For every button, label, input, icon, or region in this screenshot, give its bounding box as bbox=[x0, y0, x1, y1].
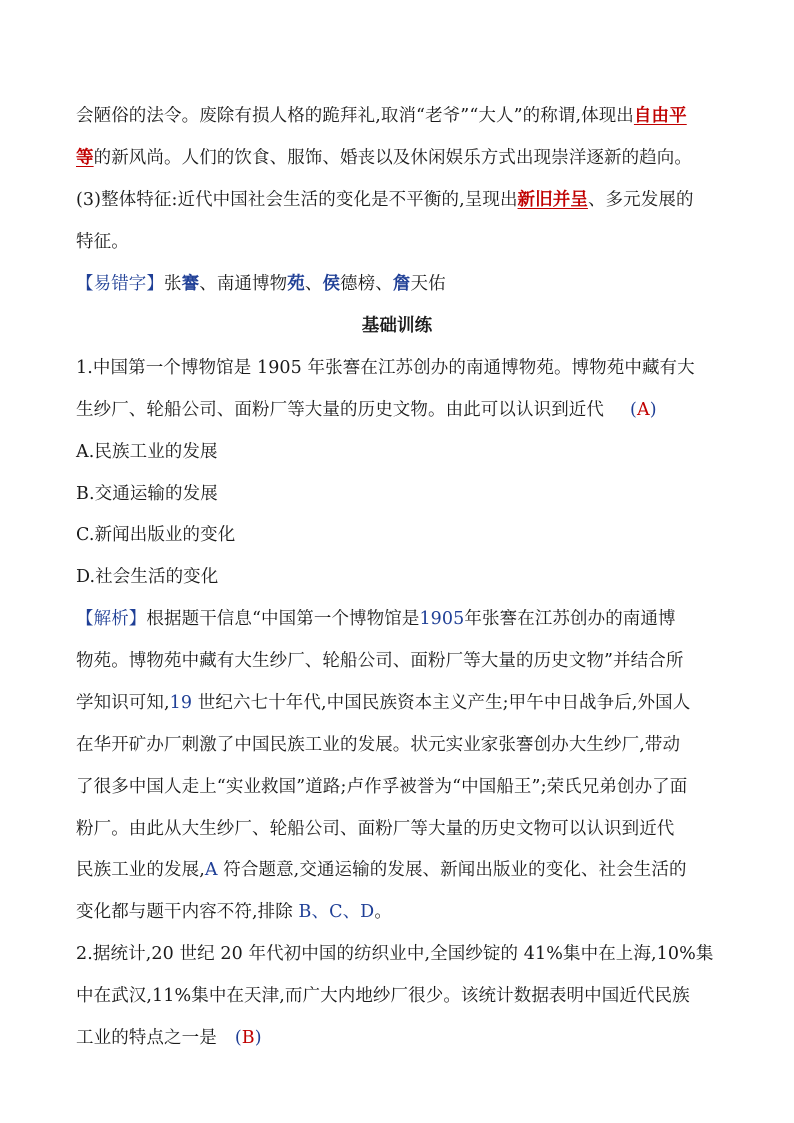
analysis-line-2: 物苑。博物苑中藏有大生纱厂、轮船公司、面粉厂等大量的历史文物”并结合所 bbox=[76, 651, 684, 671]
q1-option-d: D.社会生活的变化 bbox=[76, 567, 219, 587]
analysis-line-4: 在华开矿办厂刺激了中国民族工业的发展。状元实业家张謇创办大生纱厂,带动 bbox=[76, 735, 681, 755]
analysis-number: 1905 bbox=[419, 609, 465, 629]
analysis-text: 年张謇在江苏创办的南通博 bbox=[464, 609, 676, 629]
analysis-text: 变化都与题干内容不符,排除 bbox=[76, 902, 299, 922]
section-title: 基础训练 bbox=[361, 316, 433, 336]
analysis-text: 民族工业的发展, bbox=[76, 860, 205, 880]
q1-option-a: A.民族工业的发展 bbox=[76, 442, 218, 462]
tip-text: 天佑 bbox=[410, 274, 446, 294]
q1-answer bbox=[630, 397, 657, 423]
analysis-text: 学知识可知, bbox=[76, 693, 170, 713]
q2-line-3 bbox=[76, 1025, 726, 1051]
tip-text: 德榜、 bbox=[340, 274, 393, 294]
q2-answer bbox=[235, 1025, 262, 1051]
analysis-line-1 bbox=[76, 606, 726, 632]
tip-char: 苑 bbox=[287, 274, 305, 294]
intro-line-4 bbox=[76, 229, 726, 255]
q2-stem: 工业的特点之一是 bbox=[76, 1028, 217, 1048]
analysis-line-5: 了很多中国人走上“实业救国”道路;卢作孚被誉为“中国船王”;荣氏兄弟创办了面 bbox=[76, 777, 688, 797]
paren: ( bbox=[630, 400, 637, 420]
answer-letter: B bbox=[241, 1028, 255, 1048]
analysis-number: 19 bbox=[169, 693, 193, 713]
tip-char: 侯 bbox=[322, 274, 341, 294]
keyword-highlight: 自由平 bbox=[633, 106, 687, 126]
q1-stem: 生纱厂、轮船公司、面粉厂等大量的历史文物。由此可以认识到近代 bbox=[76, 400, 604, 420]
tip-char: 詹 bbox=[392, 274, 411, 294]
analysis-line-3 bbox=[76, 690, 726, 716]
tip-text: 、南通博物 bbox=[199, 274, 288, 294]
intro-line-3 bbox=[76, 187, 726, 213]
analysis-text: 世纪六七十年代,中国民族资本主义产生;甲午中日战争后,外国人 bbox=[192, 693, 691, 713]
keyword-highlight: 新旧并呈 bbox=[517, 190, 588, 210]
intro-text: 特征。 bbox=[76, 232, 129, 252]
intro-text: 的新风尚。人们的饮食、服饰、婚丧以及休闲娱乐方式出现崇洋逐新的趋向。 bbox=[93, 148, 693, 168]
analysis-text: 符合题意,交通运输的发展、新闻出版业的变化、社会生活的 bbox=[217, 860, 687, 880]
tip-char: 謇 bbox=[181, 274, 200, 294]
keyword-highlight: 等 bbox=[76, 148, 94, 168]
intro-text: 会陋俗的法令。废除有损人格的跪拜礼,取消“老爷”“大人”的称谓,体现出 bbox=[76, 106, 634, 126]
analysis-line-7 bbox=[76, 857, 726, 883]
answer-letter: A bbox=[636, 400, 650, 420]
q1-option-c: C.新闻出版业的变化 bbox=[76, 525, 236, 545]
intro-text: (3)整体特征:近代中国社会生活的变化是不平衡的,呈现出 bbox=[76, 190, 518, 210]
q1-line-1: 1.中国第一个博物馆是 1905 年张謇在江苏创办的南通博物苑。博物苑中藏有大 bbox=[76, 358, 695, 378]
analysis-text: 根据题干信息“中国第一个博物馆是 bbox=[146, 609, 420, 629]
intro-line-1 bbox=[76, 103, 726, 129]
q1-option-b: B.交通运输的发展 bbox=[76, 484, 218, 504]
tip-text: 张 bbox=[164, 274, 182, 294]
tip-label: 【易错字】 bbox=[76, 274, 164, 294]
analysis-line-6: 粉厂。由此从大生纱厂、轮船公司、面粉厂等大量的历史文物可以认识到近代 bbox=[76, 819, 675, 839]
tip-text: 、 bbox=[304, 274, 323, 294]
paren: ( bbox=[234, 1028, 242, 1048]
analysis-letters: B、C、D bbox=[298, 902, 375, 922]
intro-text: 、多元发展的 bbox=[587, 190, 694, 210]
q1-line-2 bbox=[76, 397, 726, 423]
paren: ) bbox=[254, 1028, 262, 1048]
analysis-letter: A bbox=[204, 860, 218, 880]
analysis-line-8 bbox=[76, 899, 726, 925]
q2-line-1: 2.据统计,20 世纪 20 年代初中国的纺织业中,全国纱锭的 41%集中在上海,10%集 bbox=[76, 944, 714, 964]
q2-line-2: 中在武汉,11%集中在天津,而广大内地纱厂很少。该统计数据表明中国近代民族 bbox=[76, 986, 690, 1006]
analysis-label: 【解析】 bbox=[76, 609, 147, 629]
paren: ) bbox=[649, 400, 657, 420]
analysis-text: 。 bbox=[374, 902, 392, 922]
tip-line bbox=[76, 271, 726, 297]
intro-line-2 bbox=[76, 145, 726, 171]
